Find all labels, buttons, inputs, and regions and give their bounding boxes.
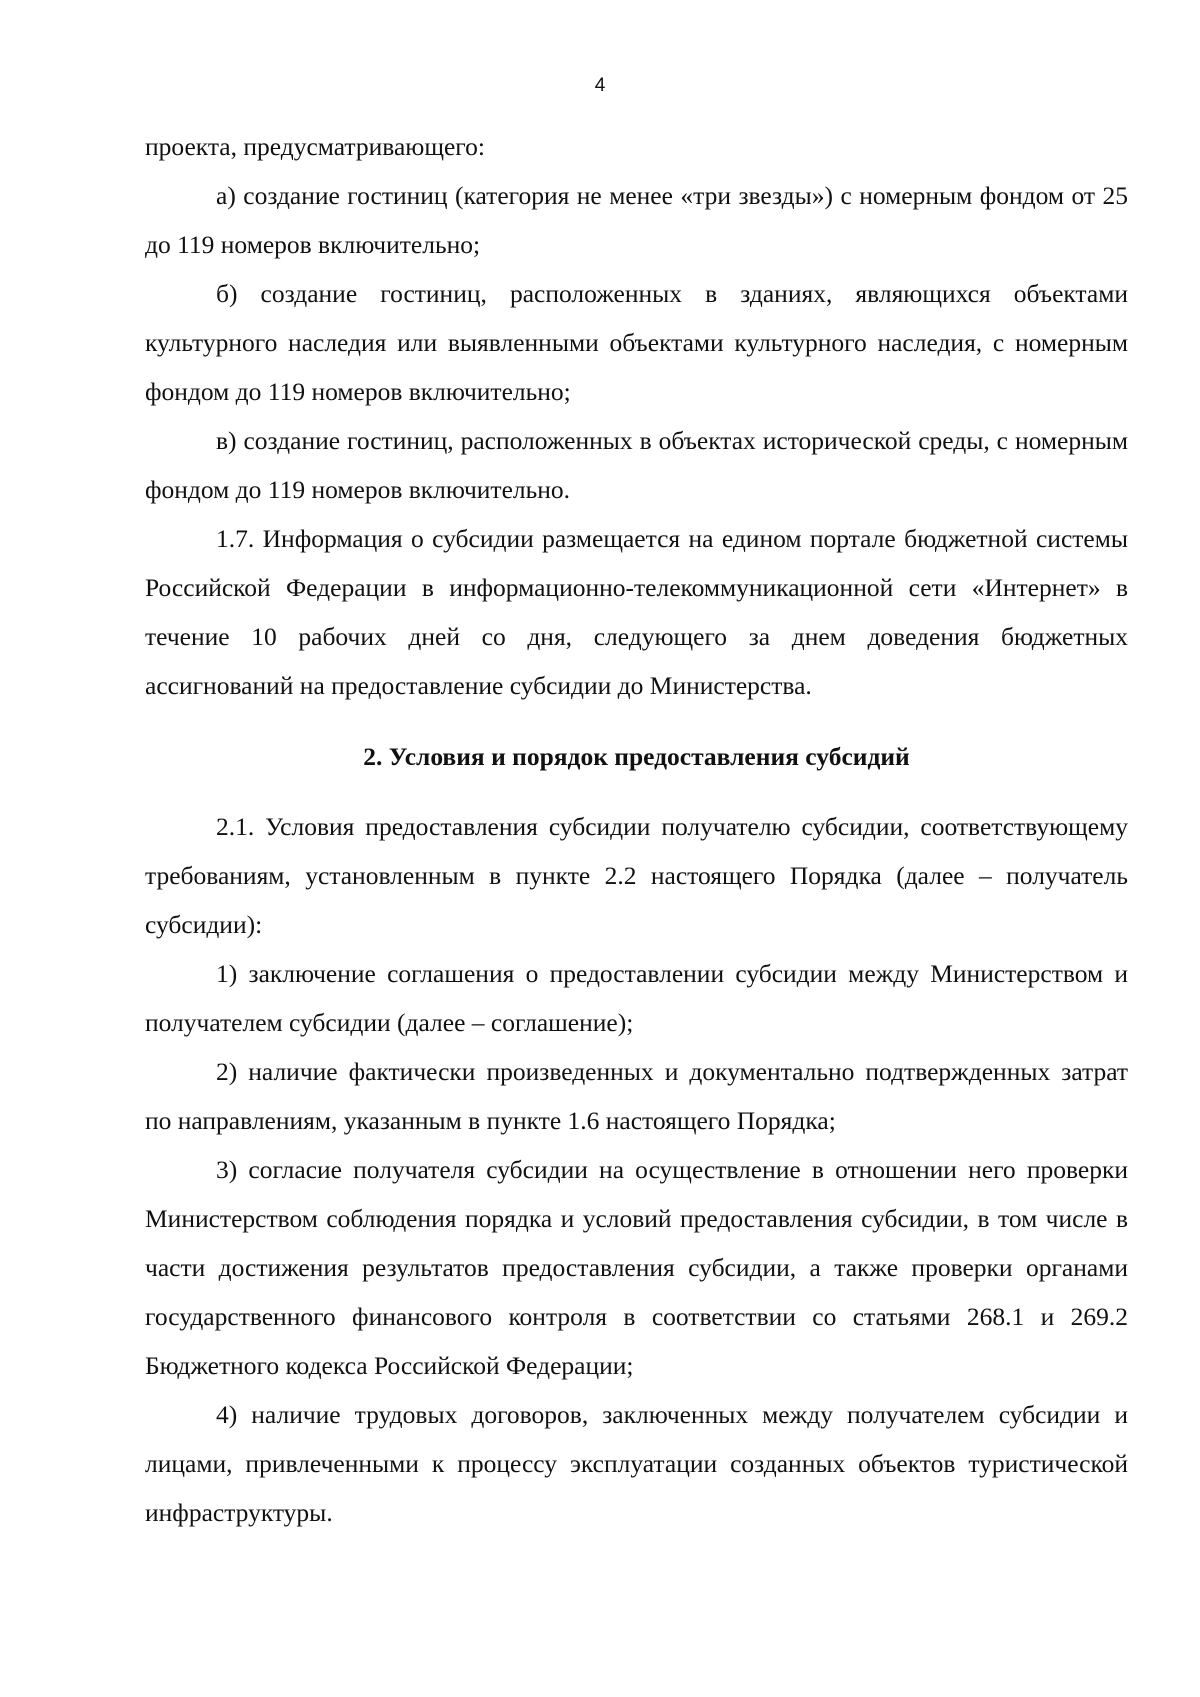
paragraph-1b: б) создание гостиниц, расположенных в зданиях, являющихся объектами культурного наследия или выявленными объектами культурного наследия, с номерным фондом до 119 номеров включительно; (145, 279, 1128, 406)
paragraph-1c: в) создание гостиниц, расположенных в объектах исторической среды, с номерным фондом до 119 номеров включительно. (145, 426, 1128, 504)
paragraph-2-1-item-2: 2) наличие фактически произведенных и документально подтвержденных затрат по направлениям, указанным в пункте 1.6 настоящего Порядка; (145, 1057, 1128, 1135)
page-number: 4 (594, 75, 606, 96)
paragraph-2-1-item-3: 3) согласие получателя субсидии на осуществление в отношении него проверки Министерством соблюдения порядка и условий предоставления субсидии, в том числе в части достижения результатов предоставления субсидии, а также проверки органами государственного финансового контроля в соответствии со статьями 268.1 и 269.2 Бюджетного кодекса Российской Федерации; (145, 1155, 1128, 1380)
paragraph-1a: а) создание гостиниц (категория не менее «три звезды») с номерным фондом от 25 до 119 номеров включительно; (145, 181, 1128, 259)
section-2-heading: 2. Условия и порядок предоставления субсидий (363, 742, 910, 771)
paragraph-1-7: 1.7. Информация о субсидии размещается на едином портале бюджетной системы Российской Федерации в информационно-телекоммуникационной сети «Интернет» в течение 10 рабочих дней со дня, следующего за днем доведения бюджетных ассигнований на предоставление субсидии до Министерства. (145, 524, 1128, 700)
document-body (145, 122, 1128, 1537)
paragraph-2-1-item-1: 1) заключение соглашения о предоставлении субсидии между Министерством и получателем субсидии (далее – соглашение); (145, 959, 1128, 1037)
intro-line: проекта, предусматривающего: (145, 132, 485, 161)
paragraph-2-1-item-4: 4) наличие трудовых договоров, заключенных между получателем субсидии и лицами, привлеченными к процессу эксплуатации созданных объектов туристической инфраструктуры. (145, 1400, 1128, 1527)
paragraph-2-1: 2.1. Условия предоставления субсидии получателю субсидии, соответствующему требованиям, установленным в пункте 2.2 настоящего Порядка (далее – получатель субсидии): (145, 812, 1128, 939)
